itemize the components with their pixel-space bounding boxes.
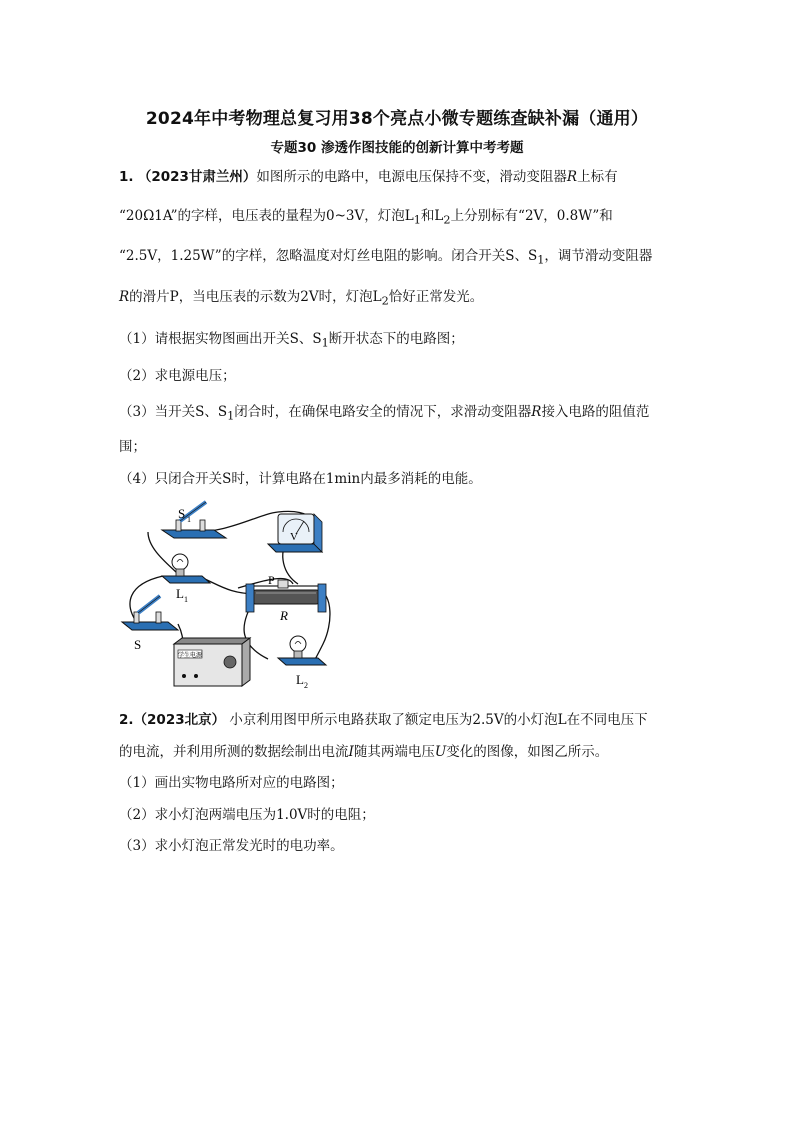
q2-source: （2023北京） — [133, 712, 226, 728]
q2-text: 变化的图像，如图乙所示。 — [446, 744, 609, 760]
q1-part-4: （4）只闭合开关S时，计算电路在1min内最多消耗的电能。 — [119, 471, 482, 487]
symbol-l1: L — [404, 208, 414, 224]
switch-s1 — [162, 502, 226, 538]
q2-part-1: （1）画出实物电路所对应的电路图； — [119, 775, 344, 791]
label-s1-sub: 1 — [187, 515, 191, 524]
q1-part-text: （3）当开关S、S — [119, 404, 228, 420]
lamp-l2 — [278, 636, 326, 665]
symbol-l2: L — [434, 208, 444, 224]
var-r: R — [119, 289, 130, 305]
q1-text: 恰好正常发光。 — [388, 289, 484, 305]
page-subtitle: 专题30 渗透作图技能的创新计算中考考题 — [270, 140, 524, 156]
q1-part-3 — [119, 400, 649, 423]
q1-stem-line-2 — [119, 204, 613, 227]
q1-part-text: （1）请根据实物图画出开关S、S — [119, 331, 322, 347]
q1-number: 1. — [119, 169, 134, 185]
label-r: R — [280, 608, 288, 623]
q2-stem-line-2 — [119, 740, 608, 760]
q1-text: “20Ω1A”的字样，电压表的量程为0~3V，灯泡 — [119, 208, 405, 224]
label-l1: L — [176, 586, 184, 601]
q1-text: 和 — [420, 208, 435, 224]
q1-stem-line-4 — [119, 285, 483, 308]
page-title: 2024年中考物理总复习用38个亮点小微专题练查缺补漏（通用） — [145, 109, 649, 129]
q1-stem-line-1 — [119, 165, 618, 185]
q2-text: 随其两端电压 — [353, 744, 435, 760]
q2-text: 的电流，并利用所测的数据绘制出电流 — [119, 744, 349, 760]
label-l2-sub: 2 — [304, 681, 308, 690]
q2-text: 小京利用图甲所示电路获取了额定电压为2.5V的小灯泡L在不同电压下 — [225, 712, 648, 728]
q2-number: 2. — [119, 712, 134, 728]
q1-text: ，调节滑动变阻器 — [544, 248, 653, 264]
q1-text: “2.5V，1.25W”的字样，忽略温度对灯丝电阻的影响。闭合开关S、S — [119, 248, 538, 264]
label-l1-sub: 1 — [184, 595, 188, 604]
power-supply-label: 学生电源 — [178, 653, 203, 659]
subscript: 1 — [321, 336, 329, 350]
q2-stem-line-1 — [119, 708, 648, 728]
label-s1: S — [178, 506, 186, 521]
label-s: S — [134, 637, 142, 652]
power-supply — [174, 638, 250, 686]
q1-text: 上标有 — [577, 169, 618, 185]
q1-source: （2023甘肃兰州） — [137, 169, 257, 185]
q1-text: 上分别标有“2V，0.8W”和 — [450, 208, 613, 224]
q1-part-text: 闭合时，在确保电路安全的情况下，求滑动变阻器 — [234, 404, 532, 420]
label-v: V — [290, 531, 298, 543]
label-l2: L — [296, 672, 304, 687]
q1-part-text: 接入电路的阻值范 — [541, 404, 650, 420]
q1-text: 如图所示的电路中，电源电压保持不变，滑动变阻器 — [256, 169, 567, 185]
var-r: R — [566, 169, 578, 185]
q2-part-2: （2）求小灯泡两端电压为1.0V时的电阻； — [119, 807, 375, 823]
q1-part-2: （2）求电源电压； — [119, 368, 236, 384]
subscript: 2 — [443, 213, 451, 227]
var-r: R — [531, 404, 542, 420]
label-p: P — [268, 573, 275, 587]
q2-part-3: （3）求小灯泡正常发光时的电功率。 — [119, 838, 344, 854]
var-u: U — [434, 744, 447, 760]
q1-part-text: 断开状态下的电路图； — [328, 331, 464, 347]
q1-part-3-cont: 围； — [119, 439, 146, 455]
subscript: 1 — [537, 253, 545, 267]
var-i: I — [348, 744, 354, 760]
q1-stem-line-3 — [119, 244, 652, 267]
subscript: 2 — [381, 294, 389, 308]
subscript: 1 — [227, 409, 235, 423]
circuit-figure — [118, 494, 346, 694]
subscript: 1 — [413, 213, 421, 227]
lamp-l1 — [162, 554, 210, 583]
q1-text: 的滑片P，当电压表的示数为2V时，灯泡L — [129, 289, 382, 305]
q1-part-1 — [119, 327, 464, 350]
